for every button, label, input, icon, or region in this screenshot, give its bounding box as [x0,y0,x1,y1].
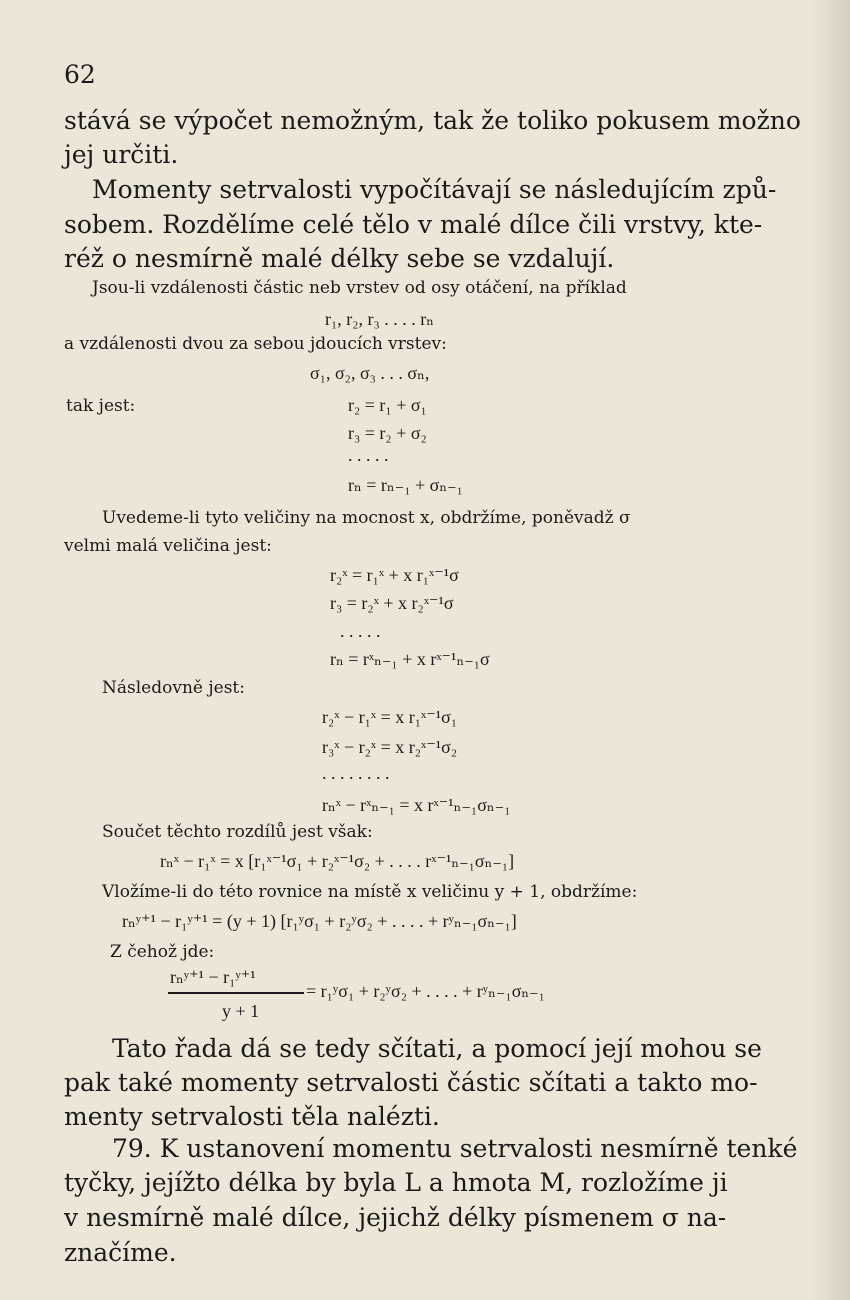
equation-r2: r₂ = r₁ + σ₁ [348,395,427,415]
power-eq-1: r₂ˣ = r₁ˣ + x r₁ˣ⁻¹σ [330,565,459,585]
para1-line2: jej určiti. [64,140,179,169]
power-eq-dots: . . . . . [340,621,381,641]
para3-line3: menty setrvalosti těla nalézti. [64,1102,440,1131]
power-eq-n: rₙ = rˣₙ₋₁ + x rˣ⁻¹ₙ₋₁σ [330,649,490,669]
page-edge-shadow [810,0,850,1300]
fraction-bar [168,992,304,994]
sum-equation: rₙˣ − r₁ˣ = x [r₁ˣ⁻¹σ₁ + r₂ˣ⁻¹σ₂ + . . . . rˣ⁻¹ₙ₋₁σₙ₋₁] [160,851,515,871]
para2-line3: réž o nesmírně malé délky sebe se vzdalují. [64,244,615,273]
sum-equation-y: rₙʸ⁺¹ − r₁ʸ⁺¹ = (y + 1) [r₁ʸσ₁ + r₂ʸσ₂ + . . . . + rʸₙ₋₁σₙ₋₁] [122,911,517,931]
z-cehoz-label: Z čehož jde: [110,942,215,962]
r-list: r₁, r₂, r₃ . . . . rₙ [325,309,435,329]
small-line-jsou-li: Jsou-li vzdálenosti částic neb vrstev od osy otáčení, na příklad [92,278,627,298]
sigma-list: σ₁, σ₂, σ₃ . . . σₙ, [310,363,430,383]
diff-eq-n: rₙˣ − rˣₙ₋₁ = x rˣ⁻¹ₙ₋₁σₙ₋₁ [322,795,511,815]
fraction-numerator: rₙʸ⁺¹ − r₁ʸ⁺¹ [170,967,256,987]
para1-line1: stává se výpočet nemožným, tak že toliko pokusem možno [64,106,801,135]
page-number: 62 [64,60,96,89]
para2-line1: Momenty setrvalosti vypočítávají se následujícím způ- [92,175,777,204]
tak-jest-label: tak jest: [66,396,136,416]
equation-dots: . . . . . [348,445,389,465]
para4-line2: tyčky, jejížto délka by byla L a hmota M, rozložíme ji [64,1168,728,1197]
fraction-rhs: = r₁ʸσ₁ + r₂ʸσ₂ + . . . . + rʸₙ₋₁σₙ₋₁ [306,981,545,1001]
para3-line1: Tato řada dá se tedy sčítati, a pomocí její mohou se [112,1034,762,1063]
diff-eq-dots: . . . . . . . . [322,763,390,783]
small-line-uvedeme: Uvedeme-li tyto veličiny na mocnost x, obdržíme, poněvadž σ [102,508,631,528]
power-eq-2: r₃ = r₂ˣ + x r₂ˣ⁻¹σ [330,593,454,613]
diff-eq-1: r₂ˣ − r₁ˣ = x r₁ˣ⁻¹σ₁ [322,707,458,727]
diff-eq-2: r₃ˣ − r₂ˣ = x r₂ˣ⁻¹σ₂ [322,737,458,757]
soucet-label: Součet těchto rozdílů jest však: [102,822,373,842]
para3-line2: pak také momenty setrvalosti částic sčítati a takto mo- [64,1068,758,1097]
para4-line4: značíme. [64,1238,177,1267]
para2-line2: sobem. Rozdělíme celé tělo v malé dílce čili vrstvy, kte- [64,210,763,239]
fraction-denominator: y + 1 [222,1001,260,1021]
equation-rn: rₙ = rₙ₋₁ + σₙ₋₁ [348,475,463,495]
small-line-velmi: velmi malá veličina jest: [64,536,272,556]
vlozime-line: Vložíme-li do této rovnice na místě x veličinu y + 1, obdržíme: [102,882,638,902]
small-line-vzdalenosti: a vzdálenosti dvou za sebou jdoucích vrstev: [64,334,447,354]
nasledovne-label: Následovně jest: [102,678,245,698]
para4-line3: v nesmírně malé dílce, jejichž délky písmenem σ na- [64,1203,727,1232]
para4-line1: 79. K ustanovení momentu setrvalosti nesmírně tenké [112,1134,798,1163]
equation-r3: r₃ = r₂ + σ₂ [348,423,427,443]
